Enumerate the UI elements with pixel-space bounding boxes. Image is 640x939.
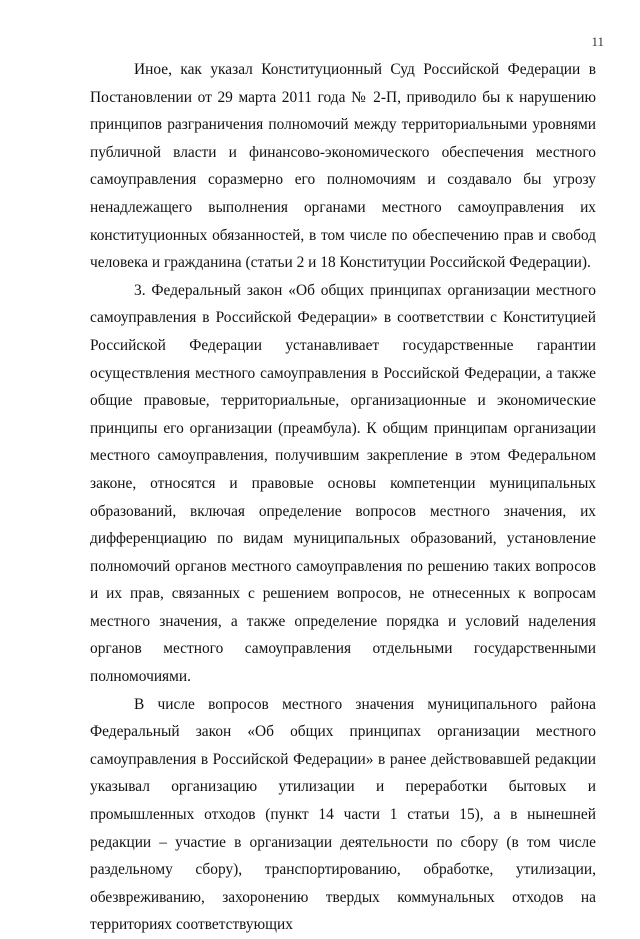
- paragraph-2: 3. Федеральный закон «Об общих принципах организации местного самоуправления в Российской Федерации» в соответствии с Конституцией Российской Федерации устанавливает государственные гарантии осуществления местного самоуправления в Российской Федерации, а также общие правовые, территориальные, организационные и экономические принципы его организации (преамбула). К общим принципам организации местного самоуправления, получившим закрепление в этом Федеральном законе, относятся и правовые основы компетенции муниципальных образований, включая определение вопросов местного значения, их дифференциацию по видам муниципальных образований, установление полномочий органов местного самоуправления по решению таких вопросов и их прав, связанных с решением вопросов, не отнесенных к вопросам местного значения, а также определение порядка и условий наделения органов местного самоуправления отдельными государственными полномочиями.: [90, 281, 596, 686]
- paragraph-3: В числе вопросов местного значения муниципального района Федеральный закон «Об общих принципах организации местного самоуправления в Российской Федерации» в ранее действовавшей редакции указывал организацию утилизации и переработки бытовых и промышленных отходов (пункт 14 части 1 статьи 15), а в нынешней редакции – участие в организации деятельности по сбору (в том числе раздельному сбору), транспортированию, обработке, утилизации, обезвреживанию, захоронению твердых коммунальных отходов на территориях соответствующих: [90, 695, 596, 934]
- page-number: 11: [591, 34, 604, 49]
- paragraph-1: Иное, как указал Конституционный Суд Российской Федерации в Постановлении от 29 марта 2011 года № 2-П, приводило бы к нарушению принципов разграничения полномочий между территориальными уровнями публичной власти и финансово-экономического обеспечения местного самоуправления соразмерно его полномочиям и создавало бы угрозу ненадлежащего выполнения органами местного самоуправления их конституционных обязанностей, в том числе по обеспечению прав и свобод человека и гражданина (статьи 2 и 18 Конституции Российской Федерации).: [90, 61, 596, 272]
- body-text: [90, 56, 596, 939]
